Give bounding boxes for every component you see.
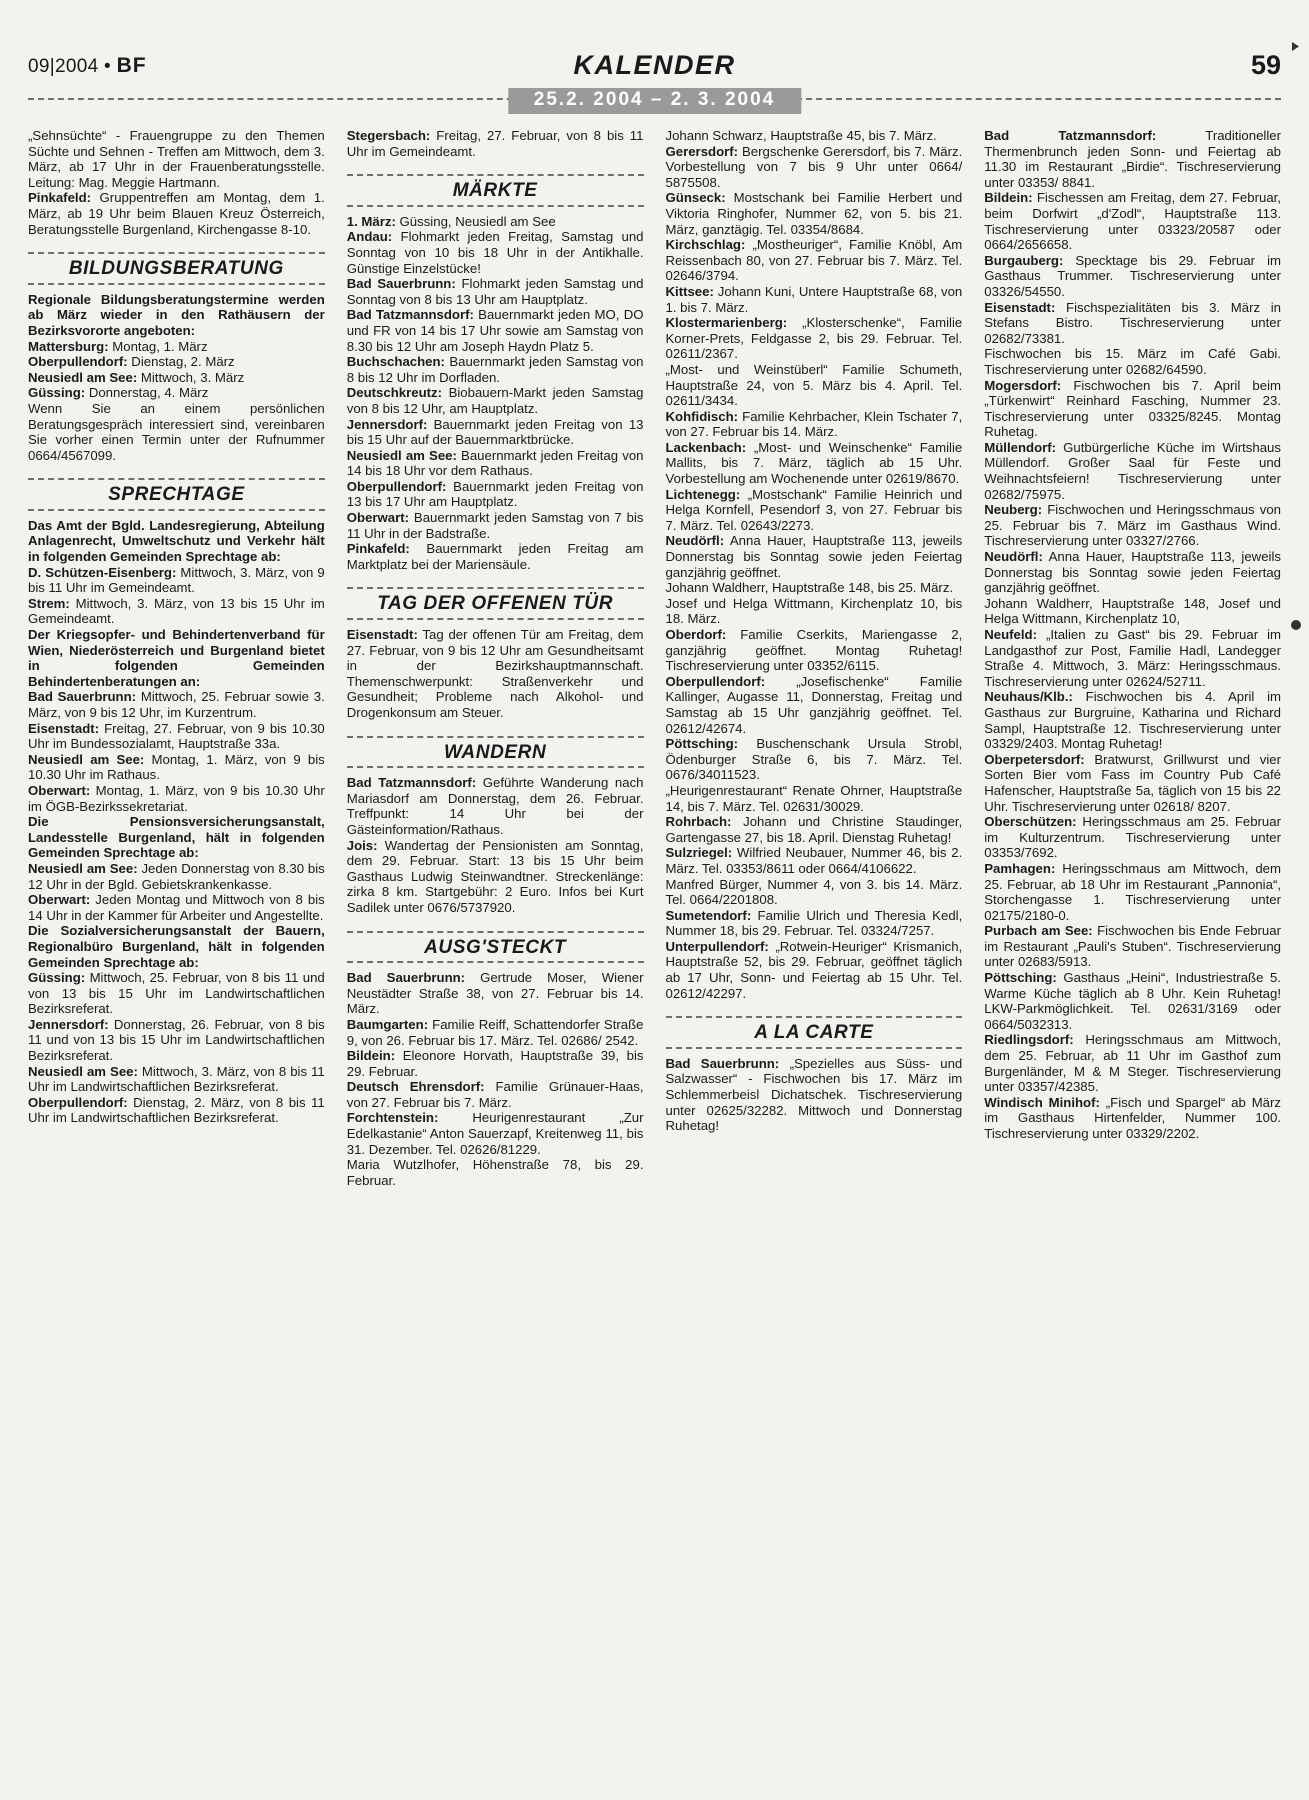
calendar-entry: Günseck: Mostschank bei Familie Herbert und Viktoria Ringhofer, Nummer 62, von 5. bis 21. März, ganztägig. Tel. 03354/8684. bbox=[665, 190, 963, 237]
calendar-entry: Eisenstadt: Tag der offenen Tür am Freitag, dem 27. Februar, von 9 bis 12 Uhr am Gesundheitsamt in der Bezirkshauptmannschaft. Themenschwerpunkt: Straßenverkehr und Gesundheit; Probleme nach Alkohol- und Drogenkonsum am Steuer. bbox=[346, 627, 644, 720]
calendar-entry: Bildein: Eleonore Horvath, Hauptstraße 39, bis 29. Februar. bbox=[346, 1048, 644, 1079]
calendar-entry: Deutschkreutz: Biobauern-Markt jeden Samstag von 8 bis 12 Uhr, am Hauptplatz. bbox=[346, 385, 644, 416]
calendar-entry: Müllendorf: Gutbürgerliche Küche im Wirtshaus Müllendorf. Großer Saal für Feste und Weihnachtsfeiern! Tischreservierung unter 02682/75975. bbox=[984, 439, 1281, 502]
calendar-entry: Neusiedl am See: Bauernmarkt jeden Freitag von 14 bis 18 Uhr vor dem Rathaus. bbox=[346, 447, 644, 479]
calendar-entry: Neusiedl am See: Mittwoch, 3. März, von 8 bis 11 Uhr im Landwirtschaftlichen Bezirksreferat. bbox=[28, 1063, 325, 1095]
calendar-entry: Pöttsching: Gasthaus „Heini“, Industriestraße 5. Warme Küche täglich ab 8 Uhr. Kein Ruhetag! LKW-Parkmöglichkeit. Tel. 02631/3169 oder 0664/5032313. bbox=[984, 970, 1281, 1032]
calendar-entry: Kirchschlag: „Mostheuriger“, Familie Knöbl, Am Reissenbach 80, von 27. Februar bis 7. März. Tel. 02646/3794. bbox=[665, 237, 963, 284]
article-columns bbox=[28, 128, 1281, 1760]
calendar-entry: Oberwart: Jeden Montag und Mittwoch von 8 bis 14 Uhr in der Kammer für Arbeiter und Angestellte. bbox=[28, 892, 325, 923]
calendar-entry: Johann Waldherr, Hauptstraße 148, bis 25. März. bbox=[665, 580, 954, 596]
calendar-entry: Die Pensionsversicherungsanstalt, Landesstelle Burgenland, hält in folgenden Gemeinden Sprechtage ab: bbox=[28, 814, 325, 861]
calendar-entry: „Most- und Weinstüberl“ Familie Schumeth, Hauptstraße 24, von 5. März bis 4. April. Tel. 02611/3434. bbox=[665, 361, 963, 409]
calendar-entry: Buchschachen: Bauernmarkt jeden Samstag von 8 bis 12 Uhr im Dorfladen. bbox=[346, 354, 644, 385]
calendar-entry: Josef und Helga Wittmann, Kirchenplatz 10, bis 18. März. bbox=[665, 595, 963, 627]
calendar-entry: Neusiedl am See: Jeden Donnerstag von 8.30 bis 12 Uhr in der Bgld. Gebietskrankenkasse. bbox=[28, 860, 325, 892]
section-heading bbox=[28, 252, 325, 285]
calendar-entry: Bildein: Fischessen am Freitag, dem 27. Februar, beim Dorfwirt „d'Zodl“, Hauptstraße 113. Tischreservierung unter 03323/20587 oder 0664/2656658. bbox=[984, 190, 1281, 253]
calendar-entry: Oberwart: Bauernmarkt jeden Samstag von 7 bis 11 Uhr in der Badstraße. bbox=[346, 510, 644, 541]
calendar-entry: Kittsee: Johann Kuni, Untere Hauptstraße 68, von 1. bis 7. März. bbox=[665, 283, 963, 315]
calendar-entry: Neusiedl am See: Mittwoch, 3. März bbox=[28, 369, 245, 385]
page-header bbox=[28, 50, 1281, 86]
page-title: KALENDER bbox=[573, 50, 736, 80]
section-heading-label: AUSG'STECKT bbox=[424, 936, 567, 958]
date-range-rule bbox=[28, 88, 1281, 110]
calendar-entry: Bad Sauerbrunn: Mittwoch, 25. Februar sowie 3. März, von 9 bis 12 Uhr, im Kurzentrum. bbox=[28, 689, 325, 720]
issue-separator: • bbox=[104, 56, 111, 77]
calendar-entry: Oberpullendorf: Bauernmarkt jeden Freitag von 13 bis 17 Uhr am Hauptplatz. bbox=[346, 478, 644, 510]
calendar-entry: Mogersdorf: Fischwochen bis 7. April beim „Türkenwirt“ Reinhard Fasching, Nummer 23. Tischreservierung unter 03325/8245. Montag Ruhetag. bbox=[984, 377, 1281, 440]
calendar-entry: Klostermarienberg: „Klosterschenke“, Familie Korner-Prets, Feldgasse 2, bis 29. Februar. Tel. 02611/2367. bbox=[665, 315, 963, 362]
calendar-entry: Unterpullendorf: „Rotwein-Heuriger“ Krismanich, Hauptstraße 52, bis 29. Februar, geöffnet täglich ab 17 Uhr, Sonn- und Feiertag ab 15 Uhr. Tel. 02612/42297. bbox=[665, 938, 963, 1001]
calendar-entry: Oberpullendorf: „Josefischenke“ Familie Kallinger, Augasse 11, Donnerstag, Freitag und Samstag ab 15 Uhr ganzjährig geöffnet. Tel. 02612/42674. bbox=[665, 673, 963, 736]
calendar-entry: Jennersdorf: Donnerstag, 26. Februar, von 8 bis 11 und von 13 bis 15 Uhr im Landwirtschaftlichen Bezirksreferat. bbox=[28, 1016, 325, 1064]
calendar-entry: Oberpullendorf: Dienstag, 2. März, von 8 bis 11 Uhr im Landwirtschaftlichen Bezirksreferat. bbox=[28, 1094, 325, 1126]
calendar-entry: Johann Schwarz, Hauptstraße 45, bis 7. März. bbox=[665, 128, 937, 143]
calendar-entry: Pinkafeld: Bauernmarkt jeden Freitag am Marktplatz bei der Mariensäule. bbox=[346, 541, 644, 572]
section-heading-label: MÄRKTE bbox=[452, 180, 538, 202]
calendar-entry: Oberpetersdorf: Bratwurst, Grillwurst und vier Sorten Bier vom Fass im Country Pub Café Hafenscher, Hauptstraße 5a, täglich von 15 bis 22 Uhr. Tischreservierung unter 02618/ 8207. bbox=[984, 751, 1281, 814]
page-edge-mark-middle bbox=[1291, 620, 1301, 630]
column-2 bbox=[347, 128, 644, 1760]
calendar-entry: Jois: Wandertag der Pensionisten am Sonntag, dem 29. Februar. Start: 13 bis 15 Uhr beim Gasthaus Ludwig Steinwandtner. Streckenlänge: zirka 8 km. Startgebühr: 2 Euro. Infos bei Kurt Sadilek unter 0676/5737920. bbox=[346, 837, 644, 915]
column-1 bbox=[28, 128, 325, 1760]
page-edge-mark-top bbox=[1292, 42, 1299, 51]
calendar-entry: Bad Sauerbrunn: Flohmarkt jeden Samstag und Sonntag von 8 bis 13 Uhr am Hauptplatz. bbox=[346, 276, 644, 307]
calendar-entry: Neudörfl: Anna Hauer, Hauptstraße 113, jeweils Donnerstag bis Sonntag sowie jeden Feiertag ganzjährig geöffnet. bbox=[665, 533, 963, 580]
calendar-entry: Johann Waldherr, Hauptstraße 148, Josef und Helga Wittmann, Kirchenplatz 10, bbox=[984, 595, 1281, 627]
calendar-entry: Maria Wutzlhofer, Höhenstraße 78, bis 29. Februar. bbox=[346, 1157, 644, 1188]
calendar-entry: Deutsch Ehrensdorf: Familie Grünauer-Haas, von 27. Februar bis 7. März. bbox=[346, 1079, 644, 1110]
brand-label: BF bbox=[116, 54, 147, 77]
calendar-entry: Manfred Bürger, Nummer 4, von 3. bis 14. März. Tel. 0664/2201808. bbox=[665, 876, 963, 908]
calendar-entry: Pamhagen: Heringsschmaus am Mittwoch, dem 25. Februar, ab 18 Uhr im Restaurant „Pannonia“, Storchengasse 1. Tischreservierung unter 02175/2180-0. bbox=[984, 860, 1281, 923]
calendar-entry: Windisch Minihof: „Fisch und Spargel“ ab März im Gasthaus Hirtenfelder, Nummer 100. Tischreservierung unter 03329/2202. bbox=[984, 1094, 1281, 1141]
section-heading-label: BILDUNGSBERATUNG bbox=[68, 258, 284, 280]
section-heading bbox=[347, 587, 644, 620]
calendar-entry: Riedlingsdorf: Heringsschmaus am Mittwoch, dem 25. Februar, ab 11 Uhr im Gasthof zum Burgenländer, M & M Steger. Tischreservierung unter 03357/42385. bbox=[984, 1032, 1281, 1095]
calendar-entry: Jennersdorf: Bauernmarkt jeden Freitag von 13 bis 15 Uhr auf der Bauernmarktbrücke. bbox=[346, 416, 644, 448]
calendar-entry: Neuberg: Fischwochen und Heringsschmaus von 25. Februar bis 7. März im Gasthaus Wind. Tischreservierung unter 03327/2766. bbox=[984, 502, 1281, 549]
calendar-entry: Eisenstadt: Freitag, 27. Februar, von 9 bis 10.30 Uhr im Bundessozialamt, Hauptstraße 33a. bbox=[28, 720, 325, 752]
section-heading bbox=[28, 478, 325, 511]
calendar-entry: Das Amt der Bgld. Landesregierung, Abteilung Anlagenrecht, Umweltschutz und Verkehr hält in folgenden Gemeinden Sprechtage ab: bbox=[28, 517, 325, 565]
section-heading bbox=[347, 174, 644, 207]
calendar-entry: Neufeld: „Italien zu Gast“ bis 29. Februar im Landgasthof zur Post, Familie Hadl, Landegger Straße 4. Mittwoch, 3. März: Heringsschmaus. Tischreservierung unter 02624/52711. bbox=[984, 627, 1281, 689]
calendar-entry: Rohrbach: Johann und Christine Staudinger, Gartengasse 27, bis 18. April. Dienstag Ruhetag! bbox=[665, 814, 963, 845]
calendar-entry: Kohfidisch: Familie Kehrbacher, Klein Tschater 7, von 27. Februar bis 14. März. bbox=[665, 408, 963, 440]
calendar-entry: Wenn Sie an einem persönlichen Beratungsgespräch interessiert sind, vereinbaren Sie vorher einen Termin unter der Rufnummer 0664/4567099. bbox=[28, 400, 325, 463]
calendar-entry: Oberschützen: Heringsschmaus am 25. Februar im Kulturzentrum. Tischreservierung unter 03353/7692. bbox=[984, 814, 1281, 861]
calendar-entry: Regionale Bildungsberatungstermine werden ab März wieder in den Rathäusern der Bezirksvororte angeboten: bbox=[28, 291, 325, 338]
calendar-entry: Fischwochen bis 15. März im Café Gabi. Tischreservierung unter 02682/64590. bbox=[984, 346, 1281, 377]
calendar-entry: D. Schützen-Eisenberg: Mittwoch, 3. März, von 9 bis 11 Uhr im Gemeindeamt. bbox=[28, 564, 325, 596]
calendar-entry: Neudörfl: Anna Hauer, Hauptstraße 113, jeweils Donnerstag bis Sonntag sowie jeden Feiertag ganzjährig geöffnet. bbox=[984, 549, 1281, 596]
calendar-entry: Sumetendorf: Familie Ulrich und Theresia Kedl, Nummer 18, bis 29. Februar. Tel. 03324/7257. bbox=[665, 907, 963, 939]
section-heading bbox=[347, 931, 644, 964]
calendar-entry: Bad Tatzmannsdorf: Geführte Wanderung nach Mariasdorf am Donnerstag, dem 26. Februar. Treffpunkt: 14 Uhr bei der Gästeinformation/Rathaus. bbox=[346, 775, 644, 837]
page-number: 59 bbox=[1250, 50, 1281, 80]
column-4 bbox=[984, 128, 1281, 1760]
calendar-entry: Stegersbach: Freitag, 27. Februar, von 8 bis 11 Uhr im Gemeindeamt. bbox=[346, 128, 644, 159]
calendar-entry: Güssing: Mittwoch, 25. Februar, von 8 bis 11 und von 13 bis 15 Uhr im Landwirtschaftlichen Bezirksreferat. bbox=[28, 970, 325, 1017]
calendar-entry: Lackenbach: „Most- und Weinschenke“ Familie Mallits, bis 7. März, täglich ab 15 Uhr. Vorbestellung am Wochenende unter 02619/8670. bbox=[665, 439, 963, 487]
calendar-entry: Oberwart: Montag, 1. März, von 9 bis 10.30 Uhr im ÖGB-Bezirkssekretariat. bbox=[28, 782, 325, 814]
calendar-entry: Mattersburg: Montag, 1. März bbox=[28, 338, 208, 354]
calendar-entry: Bad Tatzmannsdorf: Traditioneller Thermenbrunch jeden Sonn- und Feiertag ab 11.30 im Restaurant „Birdie“. Tischreservierung unter 03353/ 8841. bbox=[984, 128, 1281, 190]
calendar-entry: Neuhaus/Klb.: Fischwochen bis 4. April im Gasthaus zur Burgruine, Katharina und Richard Sampl, Hauptstraße 12. Tischreservierung unter 03329/2403. Montag Ruhetag! bbox=[984, 689, 1281, 752]
calendar-entry: Purbach am See: Fischwochen bis Ende Februar im Restaurant „Pauli's Stuben“. Tischreservierung unter 02683/5913. bbox=[984, 923, 1281, 970]
calendar-entry: Sulzriegel: Wilfried Neubauer, Nummer 46, bis 2. März. Tel. 03353/8611 oder 0664/4106622. bbox=[665, 845, 963, 876]
calendar-entry: Forchtenstein: Heurigenrestaurant „Zur Edelkastanie“ Anton Sauerzapf, Kreitenweg 11, bis 31. Dezember. Tel. 02626/81229. bbox=[346, 1110, 644, 1157]
calendar-entry: Burgauberg: Specktage bis 29. Februar im Gasthaus Trummer. Tischreservierung unter 03326/54550. bbox=[984, 252, 1281, 299]
calendar-entry: Pöttsching: Buschenschank Ursula Strobl, Ödenburger Straße 6, bis 7. März. Tel. 0676/34011523. bbox=[665, 736, 963, 783]
date-range-badge: 25.2. 2004 – 2. 3. 2004 bbox=[508, 88, 801, 114]
calendar-entry: „Sehnsüchte“ - Frauengruppe zu den Themen Süchte und Sehnen - Treffen am Mittwoch, dem 3. März, ab 17 Uhr in der Frauenberatungsstelle. Leitung: Mag. Meggie Hartmann. bbox=[28, 128, 325, 190]
calendar-entry: Bad Sauerbrunn: Gertrude Moser, Wiener Neustädter Straße 38, von 27. Februar bis 14. März. bbox=[346, 970, 644, 1017]
calendar-entry: Der Kriegsopfer- und Behindertenverband für Wien, Niederösterreich und Burgenland bietet in folgenden Gemeinden Behindertenberatungen an: bbox=[28, 627, 325, 689]
calendar-entry: Gerersdorf: Bergschenke Gerersdorf, bis 7. März. Vorbestellung von 7 bis 9 Uhr unter 0664/ 5875508. bbox=[665, 143, 963, 190]
column-3 bbox=[666, 128, 963, 1760]
section-heading bbox=[666, 1016, 963, 1049]
calendar-entry: Baumgarten: Familie Reiff, Schattendorfer Straße 9, von 26. Februar bis 17. März. Tel. 02686/ 2542. bbox=[346, 1016, 644, 1048]
calendar-entry: Pinkafeld: Gruppentreffen am Montag, dem 1. März, ab 19 Uhr beim Blauen Kreuz Österreich, Beratungsstelle Burgenland, Kirchengasse 8-10. bbox=[28, 190, 325, 237]
calendar-entry: Eisenstadt: Fischspezialitäten bis 3. März in Stefans Bistro. Tischreservierung unter 02682/73381. bbox=[984, 299, 1281, 346]
calendar-entry: Neusiedl am See: Montag, 1. März, von 9 bis 10.30 Uhr im Rathaus. bbox=[28, 751, 325, 783]
calendar-entry: Oberpullendorf: Dienstag, 2. März bbox=[28, 354, 235, 370]
section-heading-label: SPRECHTAGE bbox=[108, 484, 245, 506]
section-heading bbox=[347, 736, 644, 769]
section-heading-label: WANDERN bbox=[443, 741, 547, 763]
calendar-entry: Bad Sauerbrunn: „Spezielles aus Süss- und Salzwasser“ - Fischwochen bis 17. März im Schlemmerbeisl Dichatschek. Tischreservierung unter 02625/32282. Mittwoch und Donnerstag Ruhetag! bbox=[665, 1055, 963, 1134]
calendar-entry: Strem: Mittwoch, 3. März, von 13 bis 15 Uhr im Gemeindeamt. bbox=[28, 595, 325, 627]
calendar-entry: Lichtenegg: „Mostschank“ Familie Heinrich und Helga Kornfell, Pesendorf 3, von 27. Februar bis 7. März. Tel. 02643/2273. bbox=[665, 486, 963, 533]
calendar-entry: Bad Tatzmannsdorf: Bauernmarkt jeden MO, DO und FR von 14 bis 17 Uhr sowie am Samstag von 8.30 bis 12 Uhr am Joseph Haydn Platz 5. bbox=[346, 307, 644, 354]
calendar-entry: Oberdorf: Familie Cserkits, Mariengasse 2, ganzjährig geöffnet. Montag Ruhetag! Tischreservierung unter 03352/6115. bbox=[665, 627, 963, 674]
section-heading-label: TAG DER OFFENEN TÜR bbox=[377, 593, 614, 615]
calendar-entry: Die Sozialversicherungsanstalt der Bauern, Regionalbüro Burgenland, hält in folgenden Gemeinden Sprechtage ab: bbox=[28, 923, 325, 970]
calendar-entry: Güssing: Donnerstag, 4. März bbox=[28, 385, 209, 401]
section-heading-label: A LA CARTE bbox=[754, 1022, 874, 1044]
calendar-entry: 1. März: Güssing, Neusiedl am See bbox=[346, 213, 556, 229]
calendar-entry: Andau: Flohmarkt jeden Freitag, Samstag und Sonntag von 10 bis 18 Uhr in der Antikhalle. Günstige Einzelstücke! bbox=[346, 229, 644, 276]
calendar-entry: „Heurigenrestaurant“ Renate Ohrner, Hauptstraße 14, bis 7. März. Tel. 02631/30029. bbox=[665, 782, 963, 814]
issue-number: 09|2004 bbox=[28, 56, 99, 77]
